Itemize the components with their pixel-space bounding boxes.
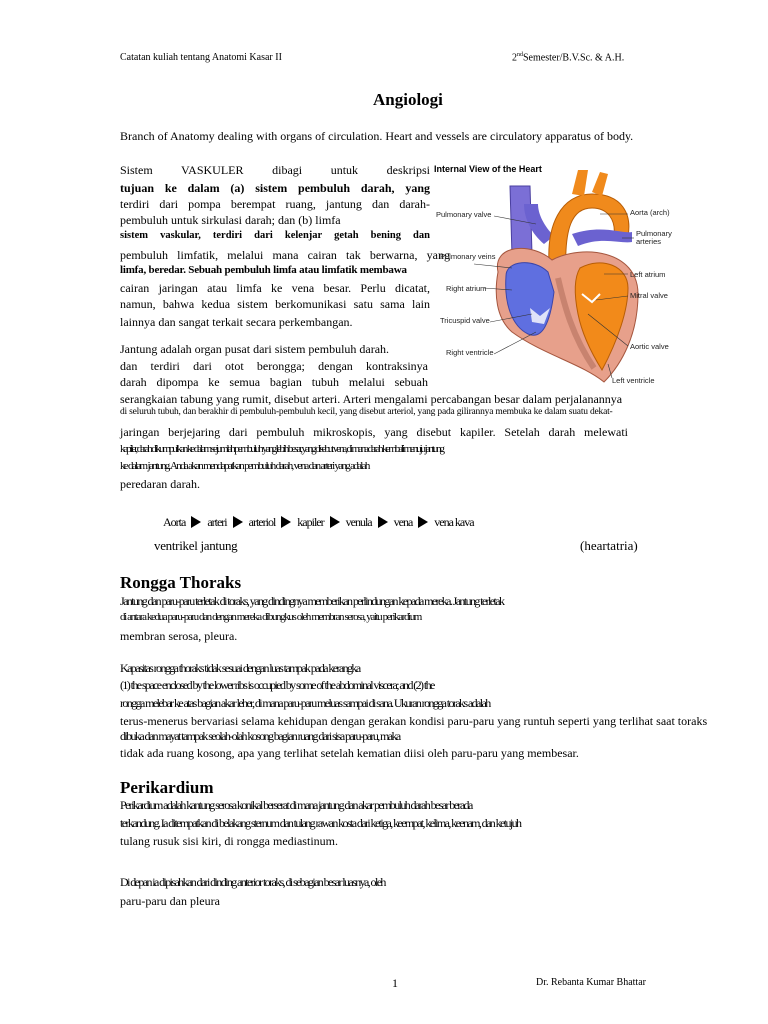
thoraks-line: dibuka dan mayat tampak seolah-olah kosong bagian ruang dari sisa paru-paru, maka [120, 729, 400, 743]
section-heading-perikardium: Perikardium [120, 778, 214, 797]
thoraks-line: rongga melebar ke atas bagian akar leher, di mana paru-paru meluas sampai di sana. Ukuran rongga toraks adalah [120, 696, 490, 710]
label-pulmonary-arteries: Pulmonary arteries [636, 229, 672, 246]
semester-suffix: nd [517, 52, 523, 58]
para1-line: limfa, beredar. Sebuah pembuluh limfa atau limfatik membawa [120, 264, 407, 276]
flow-left-label: ventrikel jantung [154, 538, 238, 553]
para2-line: jaringan berjejaring dari pembuluh mikroskopis, yang disebut kapiler. Setelah darah melewati [120, 425, 628, 439]
arrow-right-icon [418, 516, 428, 528]
arrow-right-icon [233, 516, 243, 528]
heart-illustration [432, 164, 684, 396]
section-heading-thoraks: Rongga Thoraks [120, 573, 242, 592]
intro-paragraph: Branch of Anatomy dealing with organs of circulation. Heart and vessels are circulatory apparatus of body. [120, 129, 634, 143]
arrow-right-icon [378, 516, 388, 528]
para1-line: Sistem VASKULER dibagi untuk deskripsi [120, 163, 430, 177]
semester-number: 2 [512, 52, 517, 64]
label-mitral-valve: Mitral valve [630, 291, 668, 300]
thoraks-line: Kapasitas rongga thoraks tidak sesuai dengan luas tampak pada kerangka [120, 661, 360, 675]
para1-line: lainnya dan sangat terkait secara perkembangan. [120, 315, 353, 329]
flow-item: kapiler [297, 514, 324, 529]
perikardium-line: terkandung. Ia ditempatkan di belakang sternum dan tulang rawan kosta dari ketiga, keempat, kelima, keenam, dan ketujuh [120, 816, 521, 830]
para2-line: darah dipompa ke semua bagian tubuh melalui sebuah [120, 375, 428, 389]
page-number: 1 [392, 976, 398, 990]
flow-right-label: (heartatria) [580, 538, 638, 553]
para1-line: pembuluh untuk sirkulasi darah; dan (b) limfa [120, 213, 341, 227]
para1-line: cairan jaringan atau limfa ke vena besar. Perlu dicatat, [120, 281, 430, 295]
para2-line: serangkaian tabung yang rumit, disebut arteri. Arteri mengalami percabangan besar dalam perjalanannya [120, 392, 623, 406]
label-pulmonary-valve: Pulmonary valve [436, 210, 492, 219]
label-pulmonary-veins: Pulmonary veins [440, 252, 496, 261]
thoraks-line: Jantung dan paru-paru terletak di toraks, yang dindingnya memberikan perlindungan kepada mereka. Jantung terletak [120, 594, 504, 608]
thoraks-line: terus-menerus bervariasi selama kehidupan dengan gerakan kondisi paru-paru yang runtuh seperti yang terlihat saat toraks [120, 714, 708, 728]
perikardium-line: Di depan ia dipisahkan dari dinding anterior toraks, di sebagian besar luasnya, oleh [120, 875, 385, 889]
perikardium-line: Perikardium adalah kantung serosa konikal berserat di mana jantung dan akar pembuluh darah besar berada [120, 798, 472, 812]
para2-line: dan terdiri dari otot berongga; dengan kontraksinya [120, 359, 428, 373]
thoraks-line: di antara kedua paru-paru dan dengan mereka dibungkus oleh membran serosa, yaitu perikardium [120, 611, 421, 623]
thoraks-line: tidak ada ruang kosong, apa yang terlihat setelah kematian diisi oleh paru-paru yang membesar. [120, 746, 579, 760]
label-left-ventricle: Left ventricle [612, 376, 655, 385]
label-aorta-arch: Aorta (arch) [630, 208, 670, 217]
para2-line: di seluruh tubuh, dan berakhir di pembuluh-pembuluh kecil, yang disebut arteriol, yang pada gilirannya membuka ke dalam suatu dekat- [120, 407, 613, 417]
page-title: Angiologi [373, 90, 443, 109]
flow-item: arteri [207, 514, 227, 529]
arrow-right-icon [330, 516, 340, 528]
running-header-right [512, 52, 624, 63]
para1-line: pembuluh limfatik, melalui mana cairan tak berwarna, yang [120, 248, 450, 262]
para1-line: tujuan ke dalam (a) sistem pembuluh darah, yang [120, 181, 430, 195]
para1-line: terdiri dari pompa berempat ruang, jantung dan darah- [120, 197, 430, 211]
running-header-left: Catatan kuliah tentang Anatomi Kasar II [120, 52, 282, 63]
arrow-right-icon [281, 516, 291, 528]
label-left-atrium: Left atrium [630, 270, 666, 279]
thoraks-line: (1) the space enclosed by the lower ribs is occupied by some of the abdominal viscera; and (2) the [120, 678, 434, 692]
perikardium-line: tulang rusuk sisi kiri, di rongga mediastinum. [120, 834, 338, 848]
heart-drawing [432, 164, 684, 396]
flow-item: venula [345, 514, 372, 529]
flow-item: Aorta [163, 514, 186, 529]
para1-line: sistem vaskular, terdiri dari kelenjar getah bening dan [120, 230, 430, 241]
para1-line: namun, bahwa kedua sistem berkomunikasi satu sama lain [120, 297, 430, 311]
flow-item: arteriol [248, 514, 276, 529]
para2-line: ke dalam jantung. Anda akan mendapatkan pembuluh darah, vena dan arteri yang adalah [120, 460, 369, 472]
label-right-ventricle: Right ventricle [446, 348, 494, 357]
arrow-right-icon [191, 516, 201, 528]
label-right-atrium: Right atrium [446, 284, 487, 293]
figure-title: Internal View of the Heart [434, 164, 542, 174]
flow-item: vena kava [434, 514, 474, 529]
flow-item: vena [393, 514, 413, 529]
thoraks-line: membran serosa, pleura. [120, 629, 238, 643]
footer-author: Dr. Rebanta Kumar Bhattar [536, 977, 646, 988]
label-aortic-valve: Aortic valve [630, 342, 669, 351]
circulation-flow [163, 514, 474, 530]
perikardium-line: paru-paru dan pleura [120, 894, 220, 908]
para2-line: kapiler, darah dikumpulkan ke dalam sejumlah pembuluh yang lebih besar, yang disebut vena, di mana darah kembali menuju jantung [120, 443, 443, 455]
para2-line: peredaran darah. [120, 477, 200, 491]
semester-text: Semester/B.V.Sc. & A.H. [523, 52, 625, 64]
para2-line: Jantung adalah organ pusat dari sistem pembuluh darah. [120, 342, 390, 356]
label-tricuspid-valve: Tricuspid valve [440, 316, 490, 325]
